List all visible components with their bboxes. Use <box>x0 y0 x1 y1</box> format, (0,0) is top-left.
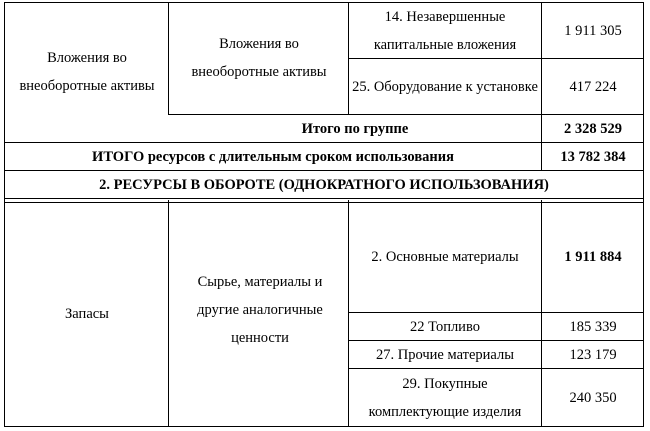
item-value-cell <box>543 369 643 426</box>
column-divider <box>348 2 349 115</box>
column-divider <box>541 2 542 143</box>
item-name-cell <box>352 3 538 59</box>
subgroup-cell <box>182 254 338 366</box>
group-cell <box>6 202 168 426</box>
group-label: Вложения во внеоборотные активы <box>19 50 155 94</box>
group-label: Запасы <box>65 306 109 322</box>
total-value: 13 782 384 <box>560 148 626 165</box>
item-value: 123 179 <box>569 346 617 363</box>
subgroup-label: Сырье, материалы и другие аналогичные ценности <box>197 274 323 346</box>
item-value-cell <box>543 313 643 340</box>
subgroup-label: Вложения во внеоборотные активы <box>191 36 327 80</box>
item-value-cell <box>543 202 643 312</box>
section-heading: 2. РЕСУРСЫ В ОБОРОТЕ (ОДНОКРАТНОГО ИСПОЛЬЗОВАНИЯ) <box>99 176 549 193</box>
table-right-border <box>643 2 644 427</box>
item-name-cell <box>352 341 538 368</box>
item-value-cell <box>543 59 643 115</box>
total-label: ИТОГО ресурсов с длительным сроком использования <box>92 148 454 165</box>
group-cell <box>12 30 162 114</box>
item-value: 417 224 <box>569 79 617 95</box>
subtotal-value-cell <box>543 115 643 142</box>
item-name-cell <box>356 369 534 426</box>
column-divider <box>168 2 169 115</box>
item-value: 185 339 <box>569 318 617 335</box>
column-divider <box>541 200 542 427</box>
column-divider <box>348 200 349 427</box>
table-left-border <box>4 2 5 427</box>
section-heading-cell <box>6 171 642 198</box>
total-value-cell <box>543 143 643 170</box>
item-value: 1 911 884 <box>564 249 622 265</box>
column-divider <box>541 142 542 171</box>
column-divider <box>168 200 169 427</box>
item-name: 2. Основные материалы <box>371 249 519 265</box>
item-name-cell <box>352 313 538 340</box>
total-label-cell <box>6 143 540 170</box>
item-name: 14. Незавершенные капитальные вложения <box>373 9 517 53</box>
item-name-cell <box>352 202 538 312</box>
subtotal-label: Итого по группе <box>301 120 409 137</box>
item-name-cell <box>352 59 538 115</box>
item-name: 25. Оборудование к установке <box>352 79 538 95</box>
table-bottom-border <box>4 426 644 427</box>
item-name: 29. Покупные комплектующие изделия <box>368 375 522 420</box>
item-name: 27. Прочие материалы <box>376 346 514 363</box>
subtotal-value: 2 328 529 <box>564 120 622 137</box>
item-value-cell <box>543 3 643 59</box>
item-value: 1 911 305 <box>564 23 622 39</box>
item-value-cell <box>543 341 643 368</box>
item-name: 22 Топливо <box>410 318 480 335</box>
subtotal-label-cell <box>170 115 540 142</box>
subgroup-cell <box>176 30 342 86</box>
item-value: 240 350 <box>569 389 617 406</box>
